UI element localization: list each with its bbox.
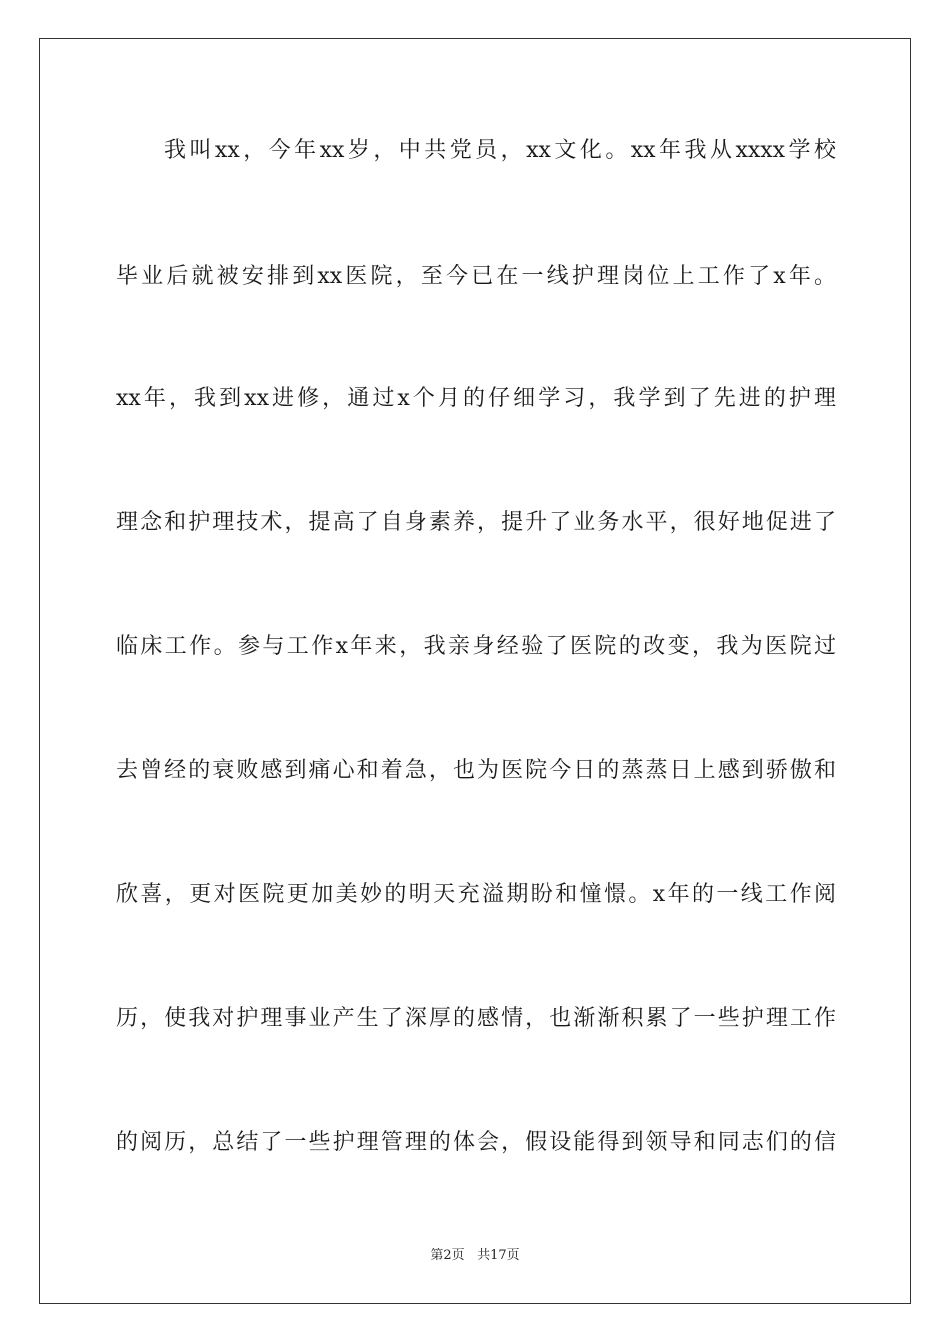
body-line-4: 理念和护理技术，提高了自身素养，提升了业务水平，很好地促进了: [116, 510, 836, 535]
body-line-9: 的阅历，总结了一些护理管理的体会，假设能得到领导和同志们的信: [116, 1130, 836, 1155]
body-line-5: 临床工作。参与工作x年来，我亲身经验了医院的改变，我为医院过: [116, 634, 836, 659]
body-line-8: 历，使我对护理事业产生了深厚的感情，也渐渐积累了一些护理工作: [116, 1006, 836, 1031]
page-footer: [0, 1247, 950, 1265]
body-line-2: 毕业后就被安排到xx医院，至今已在一线护理岗位上工作了x年。: [116, 264, 836, 289]
body-line-1: 我叫xx，今年xx岁，中共党员，xx文化。xx年我从xxxx学校: [164, 138, 836, 163]
page-border: [39, 38, 911, 1304]
page-total: 共17页: [477, 1248, 520, 1263]
page-number: 第2页: [430, 1248, 465, 1263]
body-line-3: xx年，我到xx进修，通过x个月的仔细学习，我学到了先进的护理: [116, 386, 836, 411]
body-line-6: 去曾经的衰败感到痛心和着急，也为医院今日的蒸蒸日上感到骄傲和: [116, 758, 836, 783]
body-line-7: 欣喜，更对医院更加美妙的明天充溢期盼和憧憬。x年的一线工作阅: [116, 882, 836, 907]
